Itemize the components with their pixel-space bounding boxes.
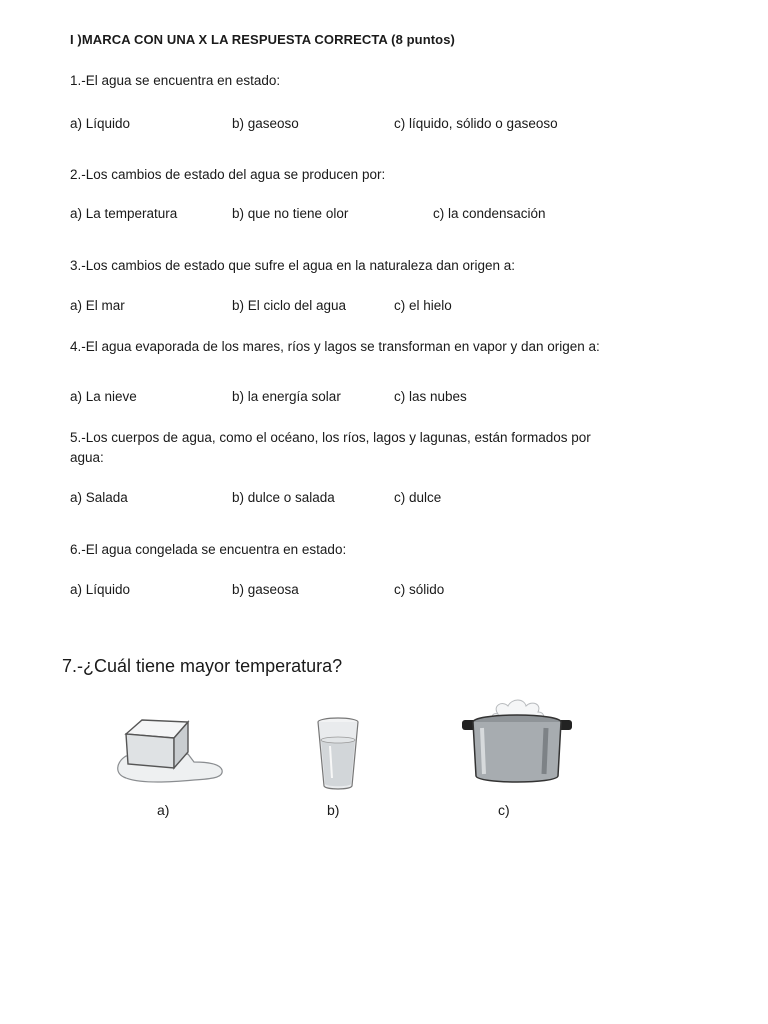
question-4-option-a[interactable]: a) La nieve: [70, 389, 137, 404]
question-3-option-b[interactable]: b) El ciclo del agua: [232, 298, 347, 313]
image-c-label: c): [498, 802, 510, 818]
question-6-option-a[interactable]: a) Líquido: [70, 582, 131, 597]
question-4-option-c[interactable]: c) las nubes: [394, 389, 467, 404]
question-3-option-c[interactable]: c) el hielo: [394, 298, 452, 313]
question-7: 7.-¿Cuál tiene mayor temperatura?: [62, 656, 343, 676]
question-1-option-a[interactable]: a) Líquido: [70, 116, 131, 131]
question-1-option-b[interactable]: b) gaseoso: [232, 116, 299, 131]
question-2-option-b[interactable]: b) que no tiene olor: [232, 206, 349, 221]
question-5-option-c[interactable]: c) dulce: [394, 490, 442, 505]
question-2: 2.-Los cambios de estado del agua se producen por:: [70, 167, 386, 182]
melting-ice-cube-icon[interactable]: [112, 712, 230, 788]
question-2-option-a[interactable]: a) La temperatura: [70, 206, 178, 221]
boiling-pot-icon[interactable]: [458, 698, 576, 788]
question-6-option-c[interactable]: c) sólido: [394, 582, 445, 597]
question-4: 4.-El agua evaporada de los mares, ríos y lagos se transforman en vapor y dan origen a:: [70, 339, 600, 354]
question-5-option-b[interactable]: b) dulce o salada: [232, 490, 335, 505]
worksheet-title: I )MARCA CON UNA X LA RESPUESTA CORRECTA (8 puntos): [70, 32, 455, 47]
image-a-label: a): [157, 802, 170, 818]
question-6-option-b[interactable]: b) gaseosa: [232, 582, 299, 597]
image-b-label: b): [327, 802, 340, 818]
question-5-line-1: 5.-Los cuerpos de agua, como el océano, los ríos, lagos y lagunas, están formados por: [70, 430, 591, 445]
question-2-option-c[interactable]: c) la condensación: [433, 206, 546, 221]
glass-of-water-icon[interactable]: [310, 716, 366, 792]
question-6: 6.-El agua congelada se encuentra en estado:: [70, 542, 347, 557]
question-1-option-c[interactable]: c) líquido, sólido o gaseoso: [394, 116, 558, 131]
question-3: 3.-Los cambios de estado que sufre el agua en la naturaleza dan origen a:: [70, 258, 516, 273]
question-5-option-a[interactable]: a) Salada: [70, 490, 128, 505]
question-3-option-a[interactable]: a) El mar: [70, 298, 125, 313]
question-5-line-2: agua:: [70, 450, 104, 465]
question-1: 1.-El agua se encuentra en estado:: [70, 73, 281, 88]
question-4-option-b[interactable]: b) la energía solar: [232, 389, 341, 404]
